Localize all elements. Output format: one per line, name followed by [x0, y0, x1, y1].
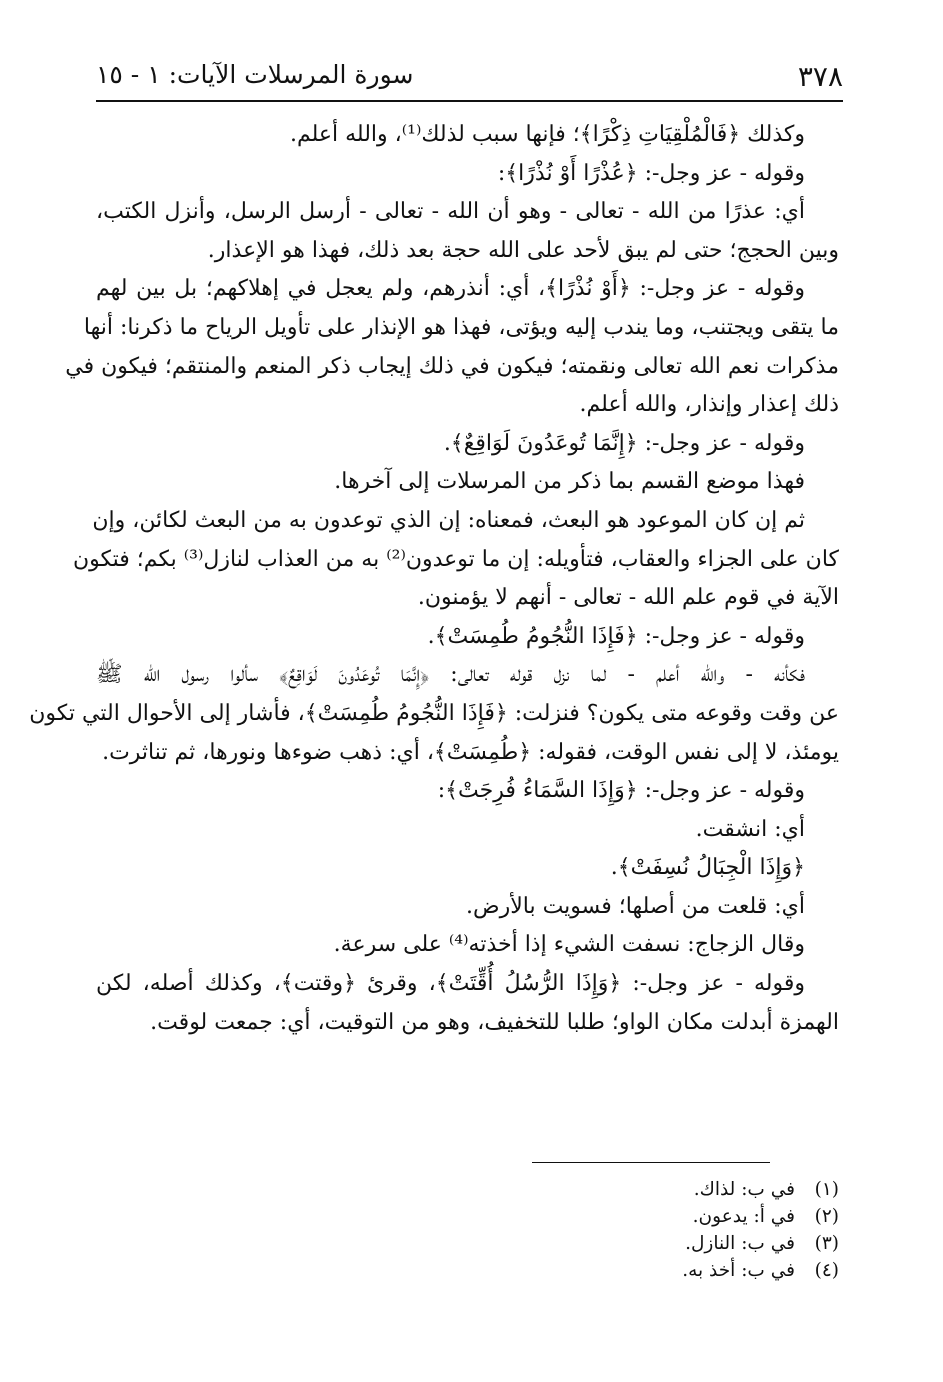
text-line: وقوله - عز وجل-: ﴿عُذْرًا أَوْ نُذْرًا﴾: [497, 160, 805, 186]
footnote-number: (٢) [814, 1206, 839, 1227]
running-title: سورة المرسلات الآيات: ١ - ١٥ [96, 60, 414, 89]
text-line: الآية في قوم علم الله - تعالى - أنهم لا يؤمنون. [417, 585, 839, 611]
footnote-text: في ب: لذاك. [693, 1179, 795, 1200]
text-line: فكأنه - والله أعلم - لما نزل قوله تعالى: ﴿إِنَّمَا تُوعَدُونَ لَوَاقِعٌ﴾ سألوا رسول الله ﷺ [96, 662, 805, 688]
text-line: فهذا موضع القسم بما ذكر من المرسلات إلى آخرها. [334, 469, 805, 495]
main-text [29, 116, 839, 1042]
text-line: كان على الجزاء والعقاب، فتأويله: إن ما توعدون⁽²⁾ به من العذاب لنازل⁽³⁾ بكم؛ فتكون [72, 546, 839, 572]
footnotes [319, 1176, 839, 1284]
text-line: وقوله - عز وجل-: ﴿أَوْ نُذْرًا﴾، أي: أنذرهم، ولم يعجل في إهلاكهم؛ بل بين لهم [96, 276, 805, 302]
text-line: وكذلك ﴿فَالْمُلْقِيَاتِ ذِكْرًا﴾؛ فإنها سبب لذلك⁽¹⁾، والله أعلم. [289, 122, 805, 147]
text-line: مذكرات نعم الله تعالى ونقمته؛ فيكون في ذلك إيجاب ذكر المنعم والمنتقم؛ فيكون في [65, 353, 839, 379]
footnote-text: في ب: النازل. [685, 1233, 795, 1254]
text-line: وقوله - عز وجل-: ﴿وَإِذَا الرُّسُلُ أُقِّتَتْ﴾، وقرئ ﴿وقتت﴾، وكذلك أصله، لكن [96, 971, 805, 997]
text-line: أي: قلعت من أصلها؛ فسويت بالأرض. [466, 893, 805, 919]
footnote-text: في ب: أخذ به. [682, 1260, 795, 1281]
footnote [319, 1203, 839, 1230]
footnote-text: في أ: يدعون. [692, 1206, 795, 1227]
text-line: أي: عذرًا من الله - تعالى - وهو أن الله - تعالى - أرسل الرسل، وأنزل الكتب، [96, 199, 805, 225]
text-line: أي: انشقت. [695, 816, 805, 842]
footnote-number: (٣) [814, 1233, 839, 1254]
footnote [319, 1257, 839, 1284]
text-line: ثم إن كان الموعود هو البعث، فمعناه: إن الذي توعدون به من البعث لكائن، وإن [92, 507, 805, 533]
footnote [319, 1176, 839, 1203]
text-line: ذلك إعذار وإنذار، والله أعلم. [579, 392, 839, 418]
text-line: وقوله - عز وجل-: ﴿وَإِذَا السَّمَاءُ فُرِجَتْ﴾: [437, 778, 805, 804]
text-line: وقوله - عز وجل-: ﴿فَإِذَا النُّجُومُ طُمِسَتْ﴾. [427, 623, 805, 649]
footnote [319, 1230, 839, 1257]
text-line: الهمزة أبدلت مكان الواو؛ طلبا للتخفيف، وهو من التوقيت، أي: جمعت لوقت. [150, 1009, 839, 1035]
text-line: وقوله - عز وجل-: ﴿إِنَّمَا تُوعَدُونَ لَوَاقِعٌ﴾. [443, 430, 805, 456]
text-line: ﴿وَإِذَا الْجِبَالُ نُسِفَتْ﴾. [610, 855, 805, 881]
text-line: وقال الزجاج: نسفت الشيء إذا أخذته⁽⁴⁾ على سرعة. [333, 932, 805, 958]
text-line: عن وقت وقوعه متى يكون؟ فنزلت: ﴿فَإِذَا النُّجُومُ طُمِسَتْ﴾، فأشار إلى الأحوال التي تكون [29, 700, 839, 726]
page-number: ٣٧٨ [797, 60, 843, 93]
footnote-number: (٤) [814, 1260, 839, 1281]
text-line: يومئذ، لا إلى نفس الوقت، فقوله: ﴿طُمِسَتْ﴾، أي: ذهب ضوءها ونورها، ثم تناثرت. [102, 739, 839, 765]
footnote-separator [532, 1162, 770, 1163]
text-line: وبين الحجج؛ حتى لم يبق لأحد على الله حجة بعد ذلك، فهذا هو الإعذار. [207, 237, 839, 263]
footnote-number: (١) [814, 1179, 839, 1200]
text-line: ما يتقى ويجتنب، وما يندب إليه ويؤتى، فهذا هو الإنذار على تأويل الرياح ما ذكرنا: أنها [83, 314, 839, 340]
page-header [96, 56, 843, 102]
